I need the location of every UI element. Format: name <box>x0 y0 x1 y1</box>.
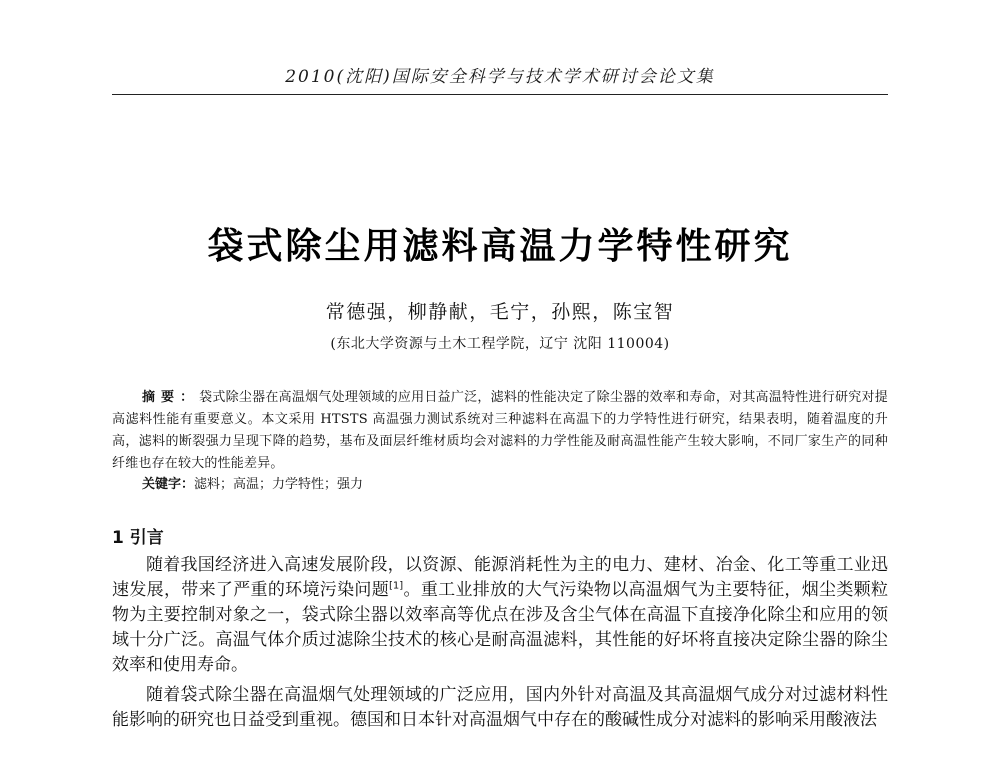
abstract <box>112 387 888 475</box>
keywords <box>112 475 888 495</box>
paper-title: 袋式除尘用滤料高温力学特性研究 <box>207 225 793 267</box>
section-heading-introduction: 1 引言 <box>112 528 164 548</box>
abstract-text: 袋式除尘器在高温烟气处理领域的应用日益广泛，滤料的性能决定了除尘器的效率和寿命，对其高温特性进行研究对提高滤料性能有重要意义。本文采用 HTSTS 高温强力测试系统对三种滤料在高温下的力学特性进行研究，结果表明，随着温度的升高，滤料的断裂强力呈现下降的趋势，基布及面层纤维材质均会对滤料的力学性能及耐高温性能产生较大影响，不同厂家生产的同种纤维也存在较大的性能差异。 <box>112 390 888 471</box>
keywords-text: 滤料；高温；力学特性；强力 <box>194 477 364 492</box>
citation-ref: [1] <box>389 580 404 592</box>
author-list: 常德强，柳静献，毛宁，孙熙，陈宝智 <box>325 301 675 323</box>
section-body <box>112 553 888 738</box>
paragraph-text: 。重工业排放的大气污染物以高温烟气为主要特征，烟尘类颗粒物为主要控制对象之一，袋式除尘器以效率高等优点在涉及含尘气体在高温下直接净化除尘和应用的领域十分广泛。高温气体介质过滤除尘技术的核心是耐高温滤料，其性能的好坏将直接决定除尘器的除尘效率和使用寿命。 <box>112 580 889 675</box>
abstract-label: 摘要： <box>142 390 200 405</box>
body-paragraph <box>112 683 888 733</box>
paragraph-text: 随着我国经济进入高速发展阶段，以资源、能源消耗性为主的电力、建材、冶金、化工等重工业迅速发展，带来了严重的环境污染问题 <box>112 555 888 600</box>
body-paragraph <box>112 553 888 678</box>
keywords-label: 关键字： <box>142 477 195 492</box>
affiliation: (东北大学资源与土木工程学院，辽宁 沈阳 110004) <box>330 336 670 352</box>
running-header: 2010(沈阳)国际安全科学与技术学术研讨会论文集 <box>285 67 715 87</box>
header-rule <box>112 94 888 95</box>
paragraph-text: 随着袋式除尘器在高温烟气处理领域的广泛应用，国内外针对高温及其高温烟气成分对过滤材料性能影响的研究也日益受到重视。德国和日本针对高温烟气中存在的酸碱性成分对滤料的影响采用酸液法 <box>112 685 888 730</box>
